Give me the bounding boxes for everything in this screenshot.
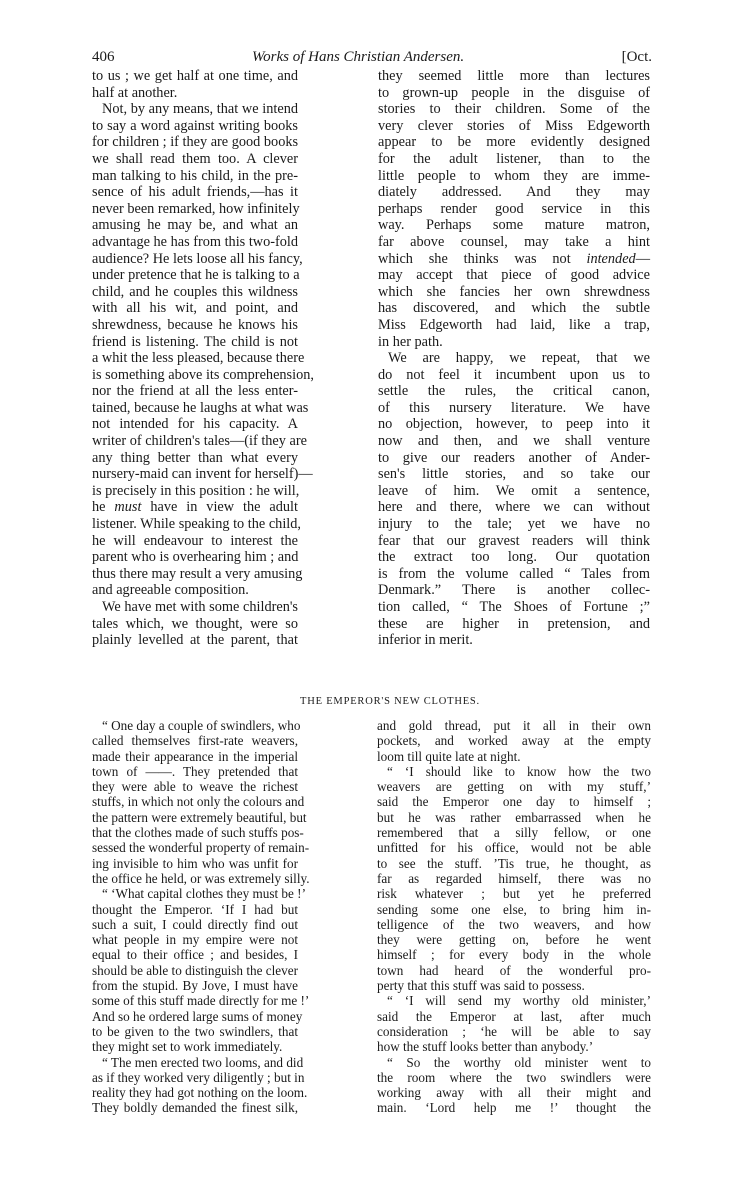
text-line: advantage he has from this two-fold bbox=[92, 233, 299, 250]
text-line: “ So the worthy old minister went to bbox=[387, 1054, 651, 1070]
text-line: what people in my empire were not bbox=[92, 932, 298, 948]
text-line: do not feel it incumbent upon us to bbox=[378, 366, 650, 383]
text-line: we shall read them too. A clever bbox=[92, 150, 298, 167]
text-line: said the Emperor one day to himself ; bbox=[377, 794, 651, 810]
text-line: these are higher in pretension, and bbox=[378, 615, 650, 632]
text-line: thus there may result a very amusing bbox=[92, 565, 303, 582]
text-line: as if they worked very diligently ; but in bbox=[92, 1069, 305, 1085]
text-line: now and then, and we shall venture bbox=[378, 433, 650, 450]
text-line: stuffs, in which not only the colours and bbox=[92, 794, 305, 810]
upper-right-column bbox=[378, 68, 650, 649]
text-line: way. Perhaps some mature matron, bbox=[378, 217, 650, 234]
text-line: very clever stories of Miss Edgeworth bbox=[378, 117, 650, 134]
text-line: nursery-maid can invent for herself)— bbox=[92, 466, 313, 483]
text-line: may accept that piece of good advice bbox=[378, 267, 650, 284]
text-line: sessed the wonderful property of remain- bbox=[92, 840, 310, 856]
text-line: to give our readers another of Ander- bbox=[378, 449, 650, 466]
page-number: 406 bbox=[92, 49, 115, 65]
text-line: leave of him. We omit a sentence, bbox=[378, 482, 650, 499]
text-line: “ The men erected two looms, and did bbox=[102, 1054, 304, 1070]
text-line: is from the volume called “ Tales from bbox=[378, 565, 650, 582]
emphasis: must bbox=[114, 499, 142, 516]
text-line: ing invisible to him who was unfit for bbox=[92, 855, 298, 871]
text-line: friend is listening. The child is not bbox=[92, 333, 298, 350]
text-line: nor the friend at all the less enter- bbox=[92, 383, 298, 400]
text-line: himself ; for every body in the whole bbox=[377, 947, 651, 963]
text-line: such a suit, I could directly find out bbox=[92, 916, 298, 932]
text-line: a whit the less pleased, because there bbox=[92, 350, 305, 367]
text-line: We have met with some children's bbox=[102, 599, 298, 615]
text-line: the pattern were extremely beautiful, but bbox=[92, 809, 307, 825]
text-line: but he was rather embarrassed when he bbox=[377, 809, 651, 825]
text-line: sence of his adult friends,—has it bbox=[92, 184, 298, 201]
text-line: tales which, we thought, were so bbox=[92, 615, 298, 632]
section-title: THE EMPEROR'S NEW CLOTHES. bbox=[299, 696, 480, 707]
text-line: they were getting on, before he went bbox=[377, 932, 651, 948]
text-line: no objection, however, to peep into it bbox=[378, 416, 650, 433]
text-line: risk whatever ; but yet he preferred bbox=[377, 886, 651, 902]
text-line: that the clothes made of such stuffs pos- bbox=[92, 825, 304, 841]
text-line: weavers are getting on with my stuff,’ bbox=[377, 779, 651, 795]
text-line: said the Emperor at last, after much bbox=[377, 1008, 651, 1024]
text-line: injury to the tale; yet we have no bbox=[378, 516, 650, 533]
text-line: audience? He lets loose all his fancy, bbox=[92, 250, 303, 267]
text-line: never been remarked, how infinitely bbox=[92, 200, 300, 217]
text-line: to be given to the two swindlers, that bbox=[92, 1023, 298, 1039]
text-line: some of this stuff made directly for me !’ bbox=[92, 993, 310, 1009]
text-line: tion called, “ The Shoes of Fortune ;” bbox=[378, 599, 650, 615]
text-line: not intended for his capacity. A bbox=[92, 416, 298, 433]
text-line: plainly levelled at the parent, that bbox=[92, 632, 298, 649]
text-line: to see the stuff. ’Tis true, he thought, as bbox=[377, 855, 651, 871]
text-line: sen's little stories, and so take our bbox=[378, 466, 650, 483]
text-line: any thing better than what every bbox=[92, 449, 298, 466]
text-line: appear to be more evidently designed bbox=[378, 134, 650, 151]
text-line: consideration ; ‘he will be able to say bbox=[377, 1023, 651, 1039]
text-line: of this nursery literature. We have bbox=[378, 399, 650, 416]
text-line: loom till quite late at night. bbox=[377, 748, 521, 764]
text-line: which she thinks was not intended— bbox=[378, 250, 650, 267]
text-line: and agreeable composition. bbox=[92, 582, 249, 599]
text-line: the office he held, or was extremely silly. bbox=[92, 870, 310, 886]
text-line: town of ——. They pretended that bbox=[92, 763, 298, 779]
text-line: reality they had got nothing on the loom. bbox=[92, 1085, 308, 1101]
text-line: they were able to weave the richest bbox=[92, 779, 298, 795]
text-line: diately addressed. And they may bbox=[378, 184, 650, 201]
text-line: listener. While speaking to the child, bbox=[92, 516, 301, 533]
text-line: the extract too long. Our quotation bbox=[378, 549, 650, 566]
text-line: perhaps render good service in this bbox=[378, 200, 650, 217]
text-line: Miss Edgeworth had laid, like a trap, bbox=[378, 316, 650, 333]
lower-left-column bbox=[92, 718, 310, 1116]
text-line: inferior in merit. bbox=[378, 632, 473, 649]
text-line: amusing he may be, and what an bbox=[92, 217, 298, 234]
text-line: “ ‘What capital clothes they must be !’ bbox=[102, 886, 306, 902]
date-marker: [Oct. bbox=[621, 49, 652, 65]
text-line: man talking to his child, in the pre- bbox=[92, 167, 298, 184]
text-line: far above counsel, may take a hint bbox=[378, 233, 650, 250]
text-line: unfitted for his office, would not be able bbox=[377, 840, 651, 856]
text-line: with all his wit, and point, and bbox=[92, 300, 298, 317]
text-line: shrewdness, because he knows his bbox=[92, 316, 298, 333]
text-line: “ One day a couple of swindlers, who bbox=[102, 718, 301, 733]
emphasis: intended bbox=[586, 250, 636, 267]
text-line: perty that this stuff was said to possess. bbox=[377, 978, 585, 994]
text-line: in her path. bbox=[378, 333, 443, 350]
text-line: he will endeavour to interest the bbox=[92, 532, 298, 549]
text-line: to say a word against writing books bbox=[92, 117, 298, 134]
text-line: here and there, where we can without bbox=[378, 499, 650, 516]
text-line: he must have in view the adult bbox=[92, 499, 298, 516]
upper-left-column bbox=[92, 68, 314, 649]
text-line: which she fancies her own shrewdness bbox=[378, 283, 650, 300]
text-line: should be able to distinguish the clever bbox=[92, 962, 298, 978]
text-line: “ ‘I should like to know how the two bbox=[387, 763, 651, 779]
text-line: And so he ordered large sums of money bbox=[92, 1008, 303, 1024]
text-line: They boldly demanded the finest silk, bbox=[92, 1100, 298, 1116]
text-line: the room where the two swindlers were bbox=[377, 1069, 651, 1085]
text-line: pockets, and worked away at the empty bbox=[377, 733, 651, 749]
text-line: thought the Emperor. ‘If I had but bbox=[92, 901, 298, 917]
text-line: to us ; we get half at one time, and bbox=[92, 68, 298, 84]
text-line: for the adult listener, than to the bbox=[378, 150, 650, 167]
text-line: writer of children's tales—(if they are bbox=[92, 433, 307, 450]
text-line: main. ‘Lord help me !’ thought the bbox=[377, 1100, 651, 1116]
lower-right-column bbox=[377, 718, 651, 1116]
text-line: equal to their office ; and besides, I bbox=[92, 947, 298, 963]
text-line: is precisely in this position : he will, bbox=[92, 482, 300, 499]
text-line: telligence of the two weavers, and how bbox=[377, 916, 651, 932]
text-line: child, and he couples this wildness bbox=[92, 283, 298, 300]
text-line: to grown-up people in the disguise of bbox=[378, 84, 650, 101]
text-line: from the stupid. By Jove, I must have bbox=[92, 978, 298, 994]
text-line: fear that our gravest readers will think bbox=[378, 532, 650, 549]
text-line: working away with all their might and bbox=[377, 1085, 651, 1101]
text-line: little people to whom they are imme- bbox=[378, 167, 650, 184]
text-line: settle the rules, the critical canon, bbox=[378, 383, 650, 400]
text-line: parent who is overhearing him ; and bbox=[92, 549, 299, 566]
text-line: remembered that a silly fellow, or one bbox=[377, 825, 651, 841]
text-line: called themselves first-rate weavers, bbox=[92, 733, 298, 749]
text-line: far as regarded himself, there was no bbox=[377, 870, 651, 886]
text-line: Denmark.” There is another collec- bbox=[378, 582, 650, 599]
text-line: tained, because he laughs at what was bbox=[92, 399, 309, 416]
running-title: Works of Hans Christian Andersen. bbox=[252, 49, 465, 65]
text-line: for children ; if they are good books bbox=[92, 134, 299, 151]
text-line: town had heard of the wonderful pro- bbox=[377, 962, 651, 978]
text-line: stories to their children. Some of the bbox=[378, 101, 650, 118]
text-line: We are happy, we repeat, that we bbox=[388, 350, 650, 367]
running-header bbox=[92, 49, 652, 69]
text-line: sending some one else, to bring him in- bbox=[377, 901, 651, 917]
text-line: they seemed little more than lectures bbox=[378, 68, 650, 84]
text-line: made their appearance in the imperial bbox=[92, 748, 298, 764]
text-line: Not, by any means, that we intend bbox=[102, 101, 298, 118]
text-line: how the stuff looks better than anybody.’ bbox=[377, 1039, 594, 1055]
text-line: is something above its comprehension, bbox=[92, 366, 314, 383]
text-line: has discovered, and which the subtle bbox=[378, 300, 650, 317]
text-line: half at another. bbox=[92, 84, 178, 101]
text-line: and gold thread, put it all in their own bbox=[377, 718, 651, 733]
text-line: “ ‘I will send my worthy old minister,’ bbox=[387, 993, 651, 1009]
text-line: under pretence that he is talking to a bbox=[92, 267, 300, 284]
text-line: they might set to work immediately. bbox=[92, 1039, 283, 1055]
